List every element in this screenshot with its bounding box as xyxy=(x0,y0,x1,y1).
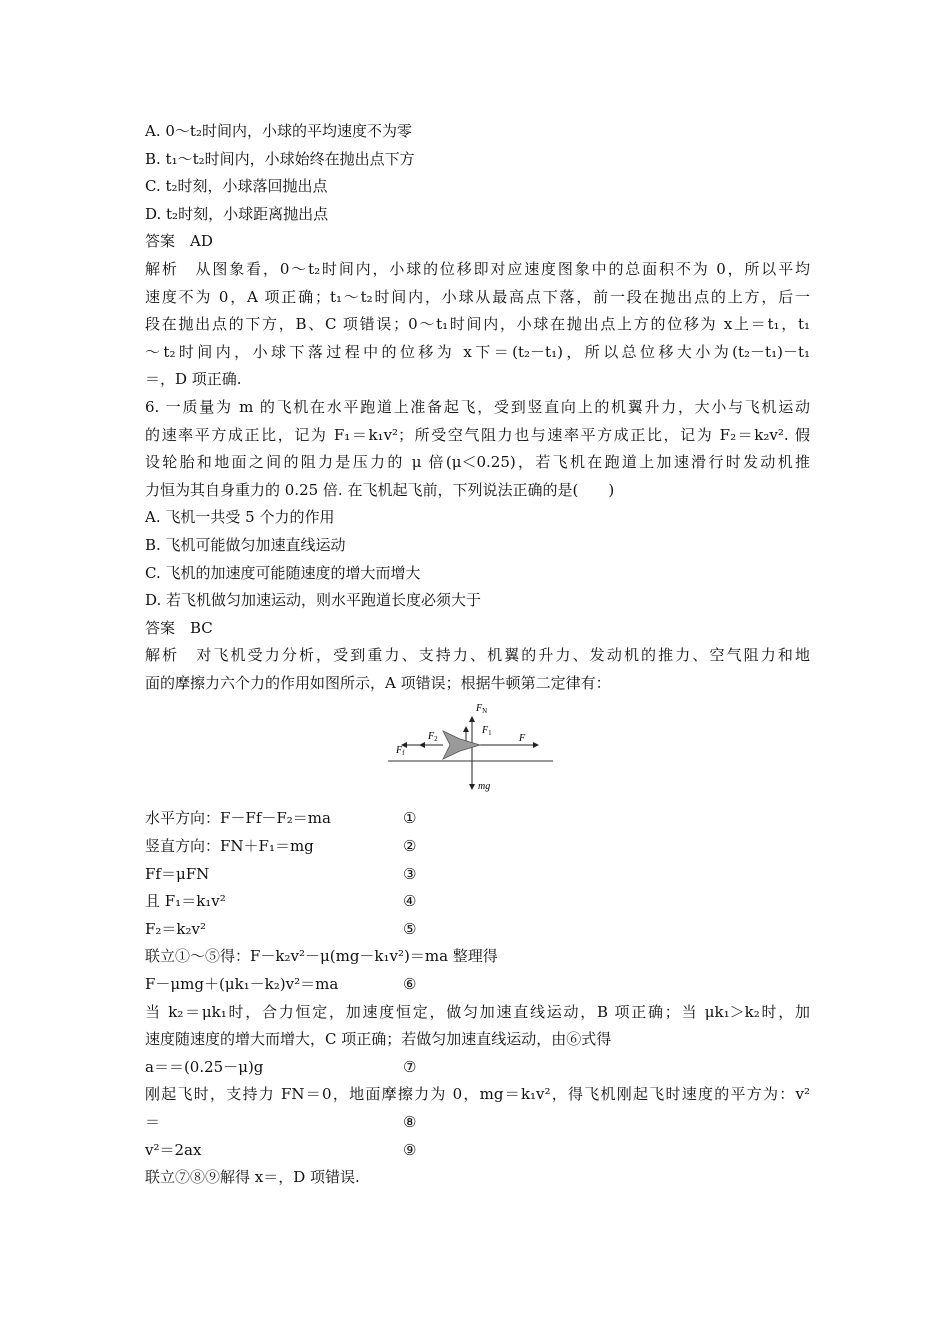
equation-number: ⑧ xyxy=(403,1113,417,1131)
equation-row xyxy=(145,888,810,916)
equation-row xyxy=(145,1109,810,1137)
q6-option-a: A. 飞机一共受 5 个力的作用 xyxy=(145,508,335,527)
q5-option-a: A. 0～t₂时间内，小球的平均速度不为零 xyxy=(145,122,412,140)
equation-text: v²＝2ax xyxy=(145,1140,202,1159)
q6-stem-line: 设轮胎和地面之间的阻力是压力的 μ 倍(μ＜0.25)，若飞机在跑道上加速滑行时发动机推 xyxy=(145,453,810,472)
equation-text: 水平方向：F－Ff－F₂＝ma xyxy=(145,809,331,828)
q6-option-b: B. 飞机可能做匀加速直线运动 xyxy=(145,535,346,554)
equation-text: 且 F₁＝k₁v² xyxy=(145,892,226,911)
discussion-line: 当 k₂＝μk₁时，合力恒定，加速度恒定，做匀加速直线运动，B 项正确；当 μk₁＞k₂时，加 xyxy=(145,1002,810,1021)
force-diagram-svg xyxy=(388,697,558,799)
equation-text: F－μmg＋(μk₁－k₂)v²＝ma xyxy=(145,975,339,994)
label-f1: $F_1$ xyxy=(482,725,492,738)
label-f2: $F_2$ xyxy=(428,731,438,744)
conclusion-line: 联立⑦⑧⑨解得 x＝，D 项错误. xyxy=(145,1168,360,1187)
equation-number: ① xyxy=(403,809,417,828)
q5-option-d: D. t₂时刻，小球距离抛出点 xyxy=(145,204,329,223)
label-ff: $F_f$ xyxy=(396,745,405,758)
q6-analysis-line: 面的摩擦力六个力的作用如图所示，A 项错误；根据牛顿第二定律有： xyxy=(145,673,611,692)
q5-analysis-line: 解析 从图象看，0～t₂时间内，小球的位移即对应速度图象中的总面积不为 0，所以平均 xyxy=(145,259,810,278)
equation-number: ⑥ xyxy=(403,975,417,994)
airplane-icon xyxy=(443,731,480,759)
label-f: F xyxy=(519,733,526,745)
q6-option-d: D. 若飞机做匀加速运动，则水平跑道长度必须大于 xyxy=(145,591,482,610)
equation-text: 竖直方向：FN＋F₁＝mg xyxy=(145,837,314,856)
equation-number: ⑤ xyxy=(403,919,417,938)
equation-row xyxy=(145,971,810,999)
q5-option-b: B. t₁～t₂时间内，小球始终在抛出点下方 xyxy=(145,149,415,168)
combine-line: 联立①～⑤得：F－k₂v²－μ(mg－k₁v²)＝ma 整理得 xyxy=(145,947,498,966)
equation-row xyxy=(145,1054,810,1082)
q6-stem-line: 力恒为其自身重力的 0.25 倍. 在飞机起飞前，下列说法正确的是( ) xyxy=(145,480,615,499)
q6-option-c: C. 飞机的加速度可能随速度的增大而增大 xyxy=(145,563,421,582)
q6-stem-line: 6. 一质量为 m 的飞机在水平跑道上准备起飞，受到竖直向上的机翼升力，大小与飞机运动 xyxy=(145,397,810,416)
q5-analysis-line: ＝，D 项正确. xyxy=(145,370,242,389)
label-fn: $F_N$ xyxy=(476,703,488,716)
discussion-line: 速度随速度的增大而增大，C 项正确；若做匀加速直线运动，由⑥式得 xyxy=(145,1030,612,1049)
q5-option-c: C. t₂时刻，小球落回抛出点 xyxy=(145,177,328,196)
equation-number: ⑦ xyxy=(403,1057,417,1076)
equation-number: ② xyxy=(403,837,417,856)
equation-row xyxy=(145,861,810,889)
document-page xyxy=(145,118,810,1192)
q5-answer: 答案 AD xyxy=(145,232,213,251)
equation-row xyxy=(145,805,810,833)
equation-text: a＝＝(0.25－μ)g xyxy=(145,1057,264,1076)
equation-number: ④ xyxy=(403,892,417,911)
q6-answer: 答案 BC xyxy=(145,618,213,637)
equation-text: F₂＝k₂v² xyxy=(145,919,207,938)
label-mg: mg xyxy=(478,781,491,793)
equation-text: ＝ xyxy=(145,1113,161,1131)
q6-stem-line: 的速率平方成正比，记为 F₁＝k₁v²；所受空气阻力也与速率平方成正比，记为 F₂＝k₂v². 假 xyxy=(145,425,810,444)
equation-row xyxy=(145,833,810,861)
q5-analysis-line: 段在抛出点的下方，B、C 项错误；0～t₁时间内，小球在抛出点上方的位移为 x上＝t₁，t₁ xyxy=(145,315,810,334)
equation-row xyxy=(145,916,810,944)
equation-row xyxy=(145,1137,810,1165)
q5-analysis-line: 速度不为 0，A 项正确；t₁～t₂时间内，小球从最高点下落，前一段在抛出点的上方，后一 xyxy=(145,287,810,306)
takeoff-line: 刚起飞时，支持力 FN＝0，地面摩擦力为 0，mg＝k₁v²，得飞机刚起飞时速度的平方为：v² xyxy=(145,1085,810,1104)
equation-text: Ff＝μFN xyxy=(145,864,210,883)
force-diagram xyxy=(145,697,810,805)
equation-number: ⑨ xyxy=(403,1140,417,1159)
q5-analysis-line: ～t₂时间内，小球下落过程中的位移为 x下＝(t₂－t₁)，所以总位移大小为(t₂－t₁)－t₁ xyxy=(145,342,810,361)
equation-number: ③ xyxy=(403,864,417,883)
q6-analysis-line: 解析 对飞机受力分析，受到重力、支持力、机翼的升力、发动机的推力、空气阻力和地 xyxy=(145,646,810,665)
